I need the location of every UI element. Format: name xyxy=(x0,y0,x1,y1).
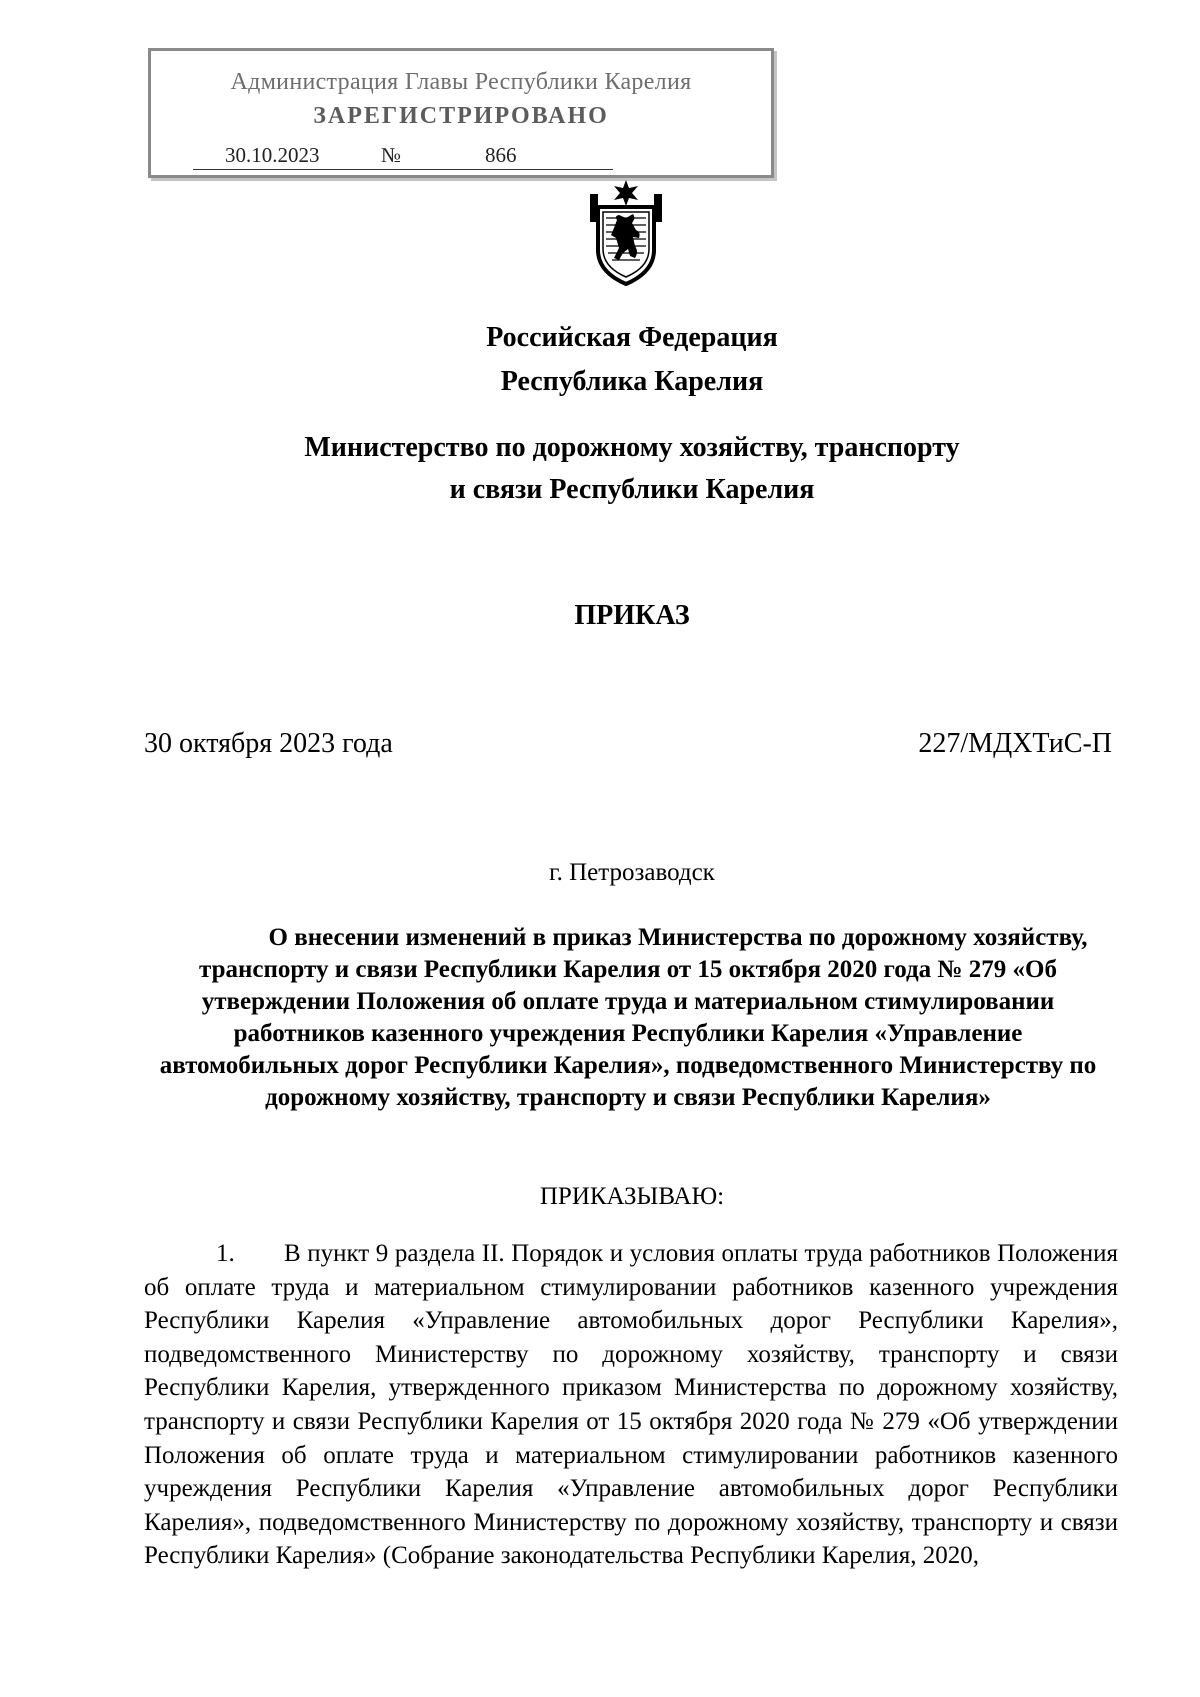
registration-stamp xyxy=(148,48,774,178)
decree-word: ПРИКАЗЫВАЮ: xyxy=(539,1183,725,1210)
stamp-number-sign: № xyxy=(381,143,402,167)
paragraph-1-number: 1. xyxy=(216,1240,235,1267)
ministry-heading-line1: Министерство по дорожному хозяйству, транспорту xyxy=(304,432,960,463)
order-number: 227/МДХТиС-П xyxy=(918,728,1112,759)
karelia-coat-of-arms-icon xyxy=(581,180,671,288)
stamp-number: 866 xyxy=(485,143,517,167)
stamp-registration-line xyxy=(193,143,613,170)
stamp-admin-text: Администрация Главы Республики Карелия xyxy=(230,69,692,95)
country-heading: Российская Федерация xyxy=(486,322,778,353)
order-label: ПРИКАЗ xyxy=(574,600,690,631)
document-title xyxy=(148,922,1108,1114)
paragraph-1-text: В пункт 9 раздела II. Порядок и условия оплаты труда работников Положения об оплате труда и материальном стимулировании работников казенного учреждения Республики Карелия «Управление автомобильных дорог Республики Карелия», подведомственного Министерству по дорожному хозяйству, транспорту и связи Республики Карелия, утвержденного приказом Министерства по дорожному хозяйству, транспорту и связи Республики Карелия от 15 октября 2020 года № 279 «Об утверждении Положения об оплате труда и материальном стимулировании работников казенного учреждения Республики Карелия «Управление автомобильных дорог Республики Карелия», подведомственного Министерству по дорожному хозяйству, транспорту и связи Республики Карелия» (Собрание законодательства Республики Карелия, 2020, xyxy=(144,1240,1118,1570)
document-title-text: О внесении изменений в приказ Министерства по дорожному хозяйству, транспорту и связи Республики Карелия от 15 октября 2020 года № 279 «Об утверждении Положения об оплате труда и материальном стимулировании работников казенного учреждения Республики Карелия «Управление автомобильных дорог Республики Карелия», подведомственного Министерству по дорожному хозяйству, транспорту и связи Республики Карелия» xyxy=(159,924,1097,1111)
city-line: г. Петрозаводск xyxy=(549,859,715,886)
stamp-registered-text: ЗАРЕГИСТРИРОВАНО xyxy=(313,103,609,129)
paragraph-1 xyxy=(144,1237,1118,1573)
order-date: 30 октября 2023 года xyxy=(144,728,393,759)
stamp-date: 30.10.2023 xyxy=(225,143,320,167)
ministry-heading-line2: и связи Республики Карелия xyxy=(449,474,815,505)
region-heading: Республика Карелия xyxy=(500,366,764,397)
